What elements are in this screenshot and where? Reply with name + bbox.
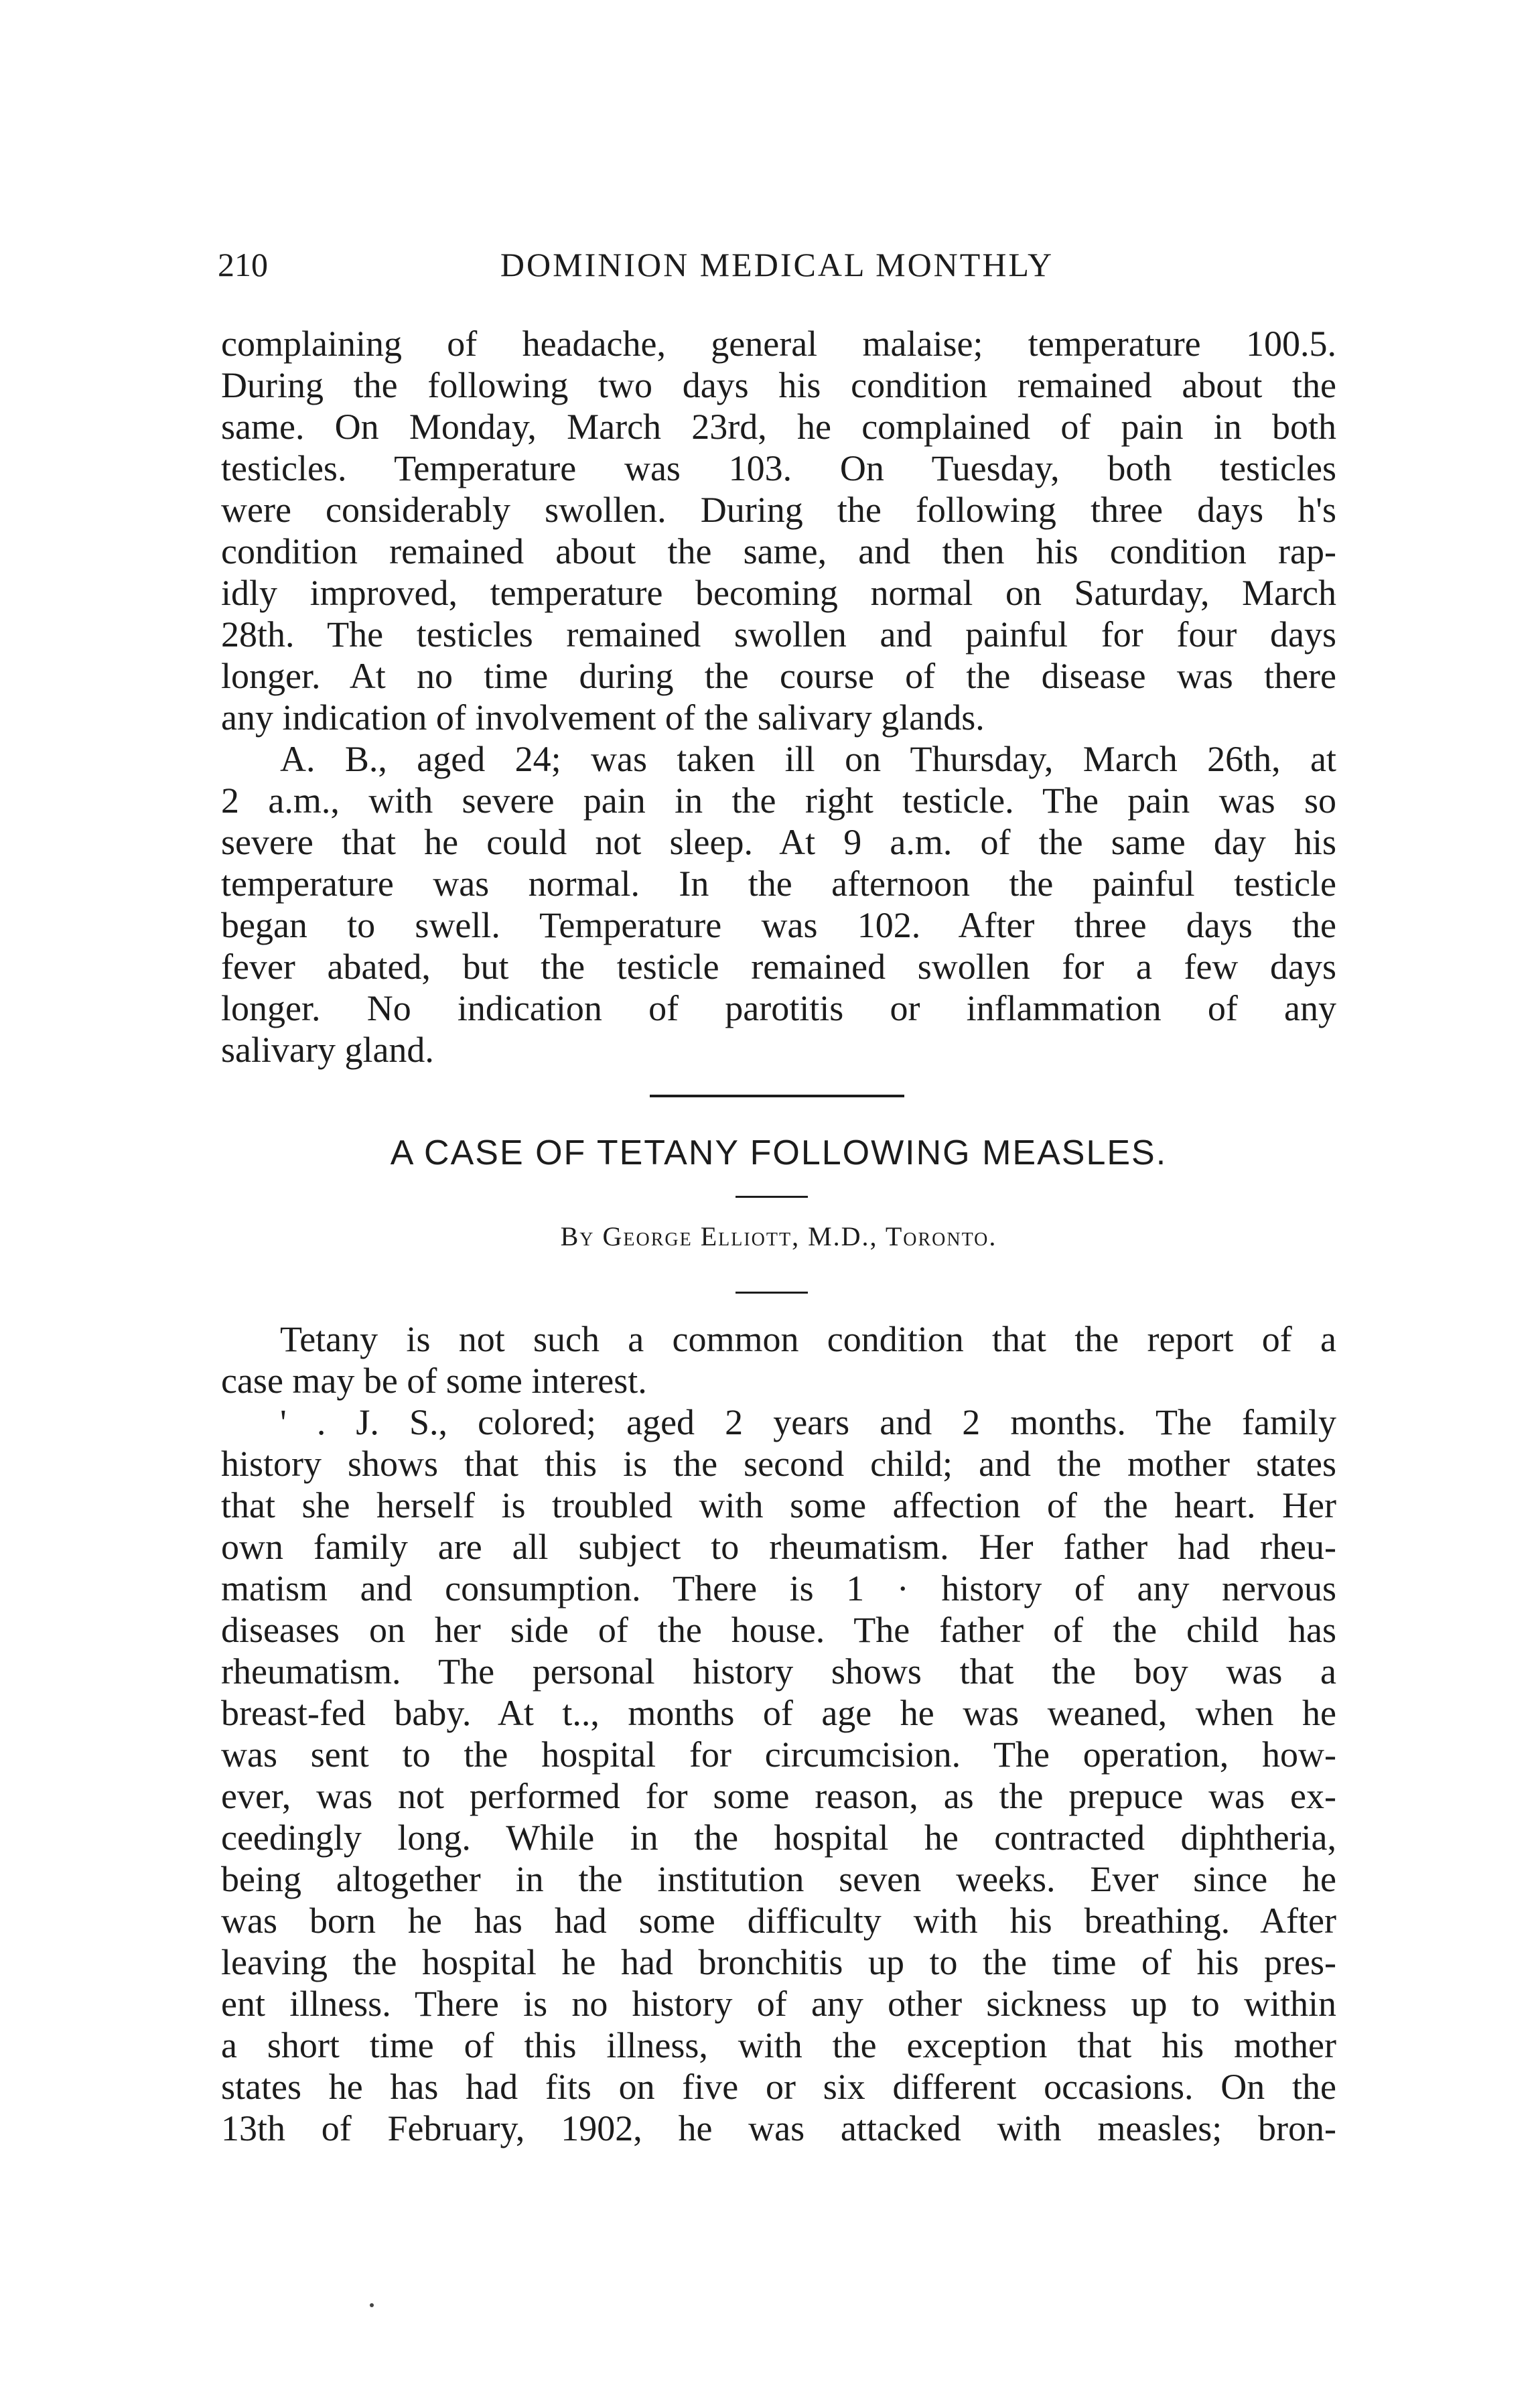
text-line: were considerably swollen. During the following three days h's	[221, 490, 1336, 530]
text-line: diseases on her side of the house. The father of the child has	[221, 1610, 1336, 1650]
text-line: breast-fed baby. At t.., months of age he was weaned, when he	[221, 1693, 1336, 1733]
text-line: fever abated, but the testicle remained swollen for a few days	[221, 947, 1336, 987]
article-body	[221, 1318, 1336, 2149]
text-line: longer. At no time during the course of the disease was there	[221, 656, 1336, 696]
text-line: 28th. The testicles remained swollen and painful for four days	[221, 614, 1336, 655]
section-divider	[650, 1095, 904, 1097]
running-head	[218, 245, 1336, 285]
text-line: condition remained about the same, and then his condition rap-	[221, 531, 1336, 571]
byline-rule	[736, 1292, 808, 1294]
title-rule	[736, 1196, 808, 1198]
text-line: began to swell. Temperature was 102. After three days the	[221, 905, 1336, 945]
article-title: A CASE OF TETANY FOLLOWING MEASLES.	[390, 1134, 1168, 1172]
article-byline: By George Elliott, M.D., Toronto.	[560, 1221, 997, 1251]
text-line: history shows that this is the second child; and the mother states	[221, 1444, 1336, 1484]
text-line: same. On Monday, March 23rd, he complained of pain in both	[221, 407, 1336, 447]
text-line: own family are all subject to rheumatism. Her father had rheu-	[221, 1527, 1336, 1567]
journal-title: DOMINION MEDICAL MONTHLY	[500, 246, 1054, 283]
page-number: 210	[218, 246, 268, 283]
text-line: During the following two days his condition remained about the	[221, 365, 1336, 405]
text-line: salivary gland.	[221, 1030, 434, 1070]
text-line: ' . J. S., colored; aged 2 years and 2 months. The family	[280, 1402, 1336, 1442]
text-line: rheumatism. The personal history shows that the boy was a	[221, 1651, 1336, 1692]
text-line: idly improved, temperature becoming normal on Saturday, March	[221, 573, 1336, 613]
text-line: complaining of headache, general malaise; temperature 100.5.	[221, 324, 1336, 364]
text-line: was born he has had some difficulty with his breathing. After	[221, 1901, 1336, 1941]
text-line: being altogether in the institution seven weeks. Ever since he	[221, 1859, 1336, 1899]
text-line: was sent to the hospital for circumcision. The operation, how-	[221, 1734, 1336, 1775]
text-line: severe that he could not sleep. At 9 a.m. of the same day his	[221, 822, 1336, 862]
text-line: matism and consumption. There is 1 · history of any nervous	[221, 1568, 1336, 1608]
text-line: 2 a.m., with severe pain in the right testicle. The pain was so	[221, 780, 1336, 821]
text-line: temperature was normal. In the afternoon the painful testicle	[221, 864, 1336, 904]
text-line: A. B., aged 24; was taken ill on Thursday, March 26th, at	[280, 739, 1336, 779]
text-line: ent illness. There is no history of any other sickness up to within	[221, 1984, 1336, 2024]
text-line: case may be of some interest.	[221, 1361, 647, 1401]
text-line: ceedingly long. While in the hospital he contracted diphtheria,	[221, 1817, 1336, 1858]
text-line: leaving the hospital he had bronchitis up to the time of his pres-	[221, 1942, 1336, 1982]
case-report-continuation	[221, 323, 1336, 1071]
text-line: testicles. Temperature was 103. On Tuesday, both testicles	[221, 448, 1336, 488]
ink-speck	[370, 2303, 374, 2307]
text-line: ever, was not performed for some reason, as the prepuce was ex-	[221, 1776, 1336, 1816]
text-line: that she herself is troubled with some affection of the heart. Her	[221, 1485, 1336, 1525]
text-line: 13th of February, 1902, he was attacked with measles; bron-	[221, 2108, 1336, 2148]
text-line: states he has had fits on five or six different occasions. On the	[221, 2067, 1336, 2107]
text-line: a short time of this illness, with the exception that his mother	[221, 2025, 1336, 2065]
text-line: Tetany is not such a common condition that the report of a	[280, 1319, 1336, 1359]
text-line: longer. No indication of parotitis or inflammation of any	[221, 988, 1336, 1028]
text-line: any indication of involvement of the salivary glands.	[221, 697, 985, 738]
